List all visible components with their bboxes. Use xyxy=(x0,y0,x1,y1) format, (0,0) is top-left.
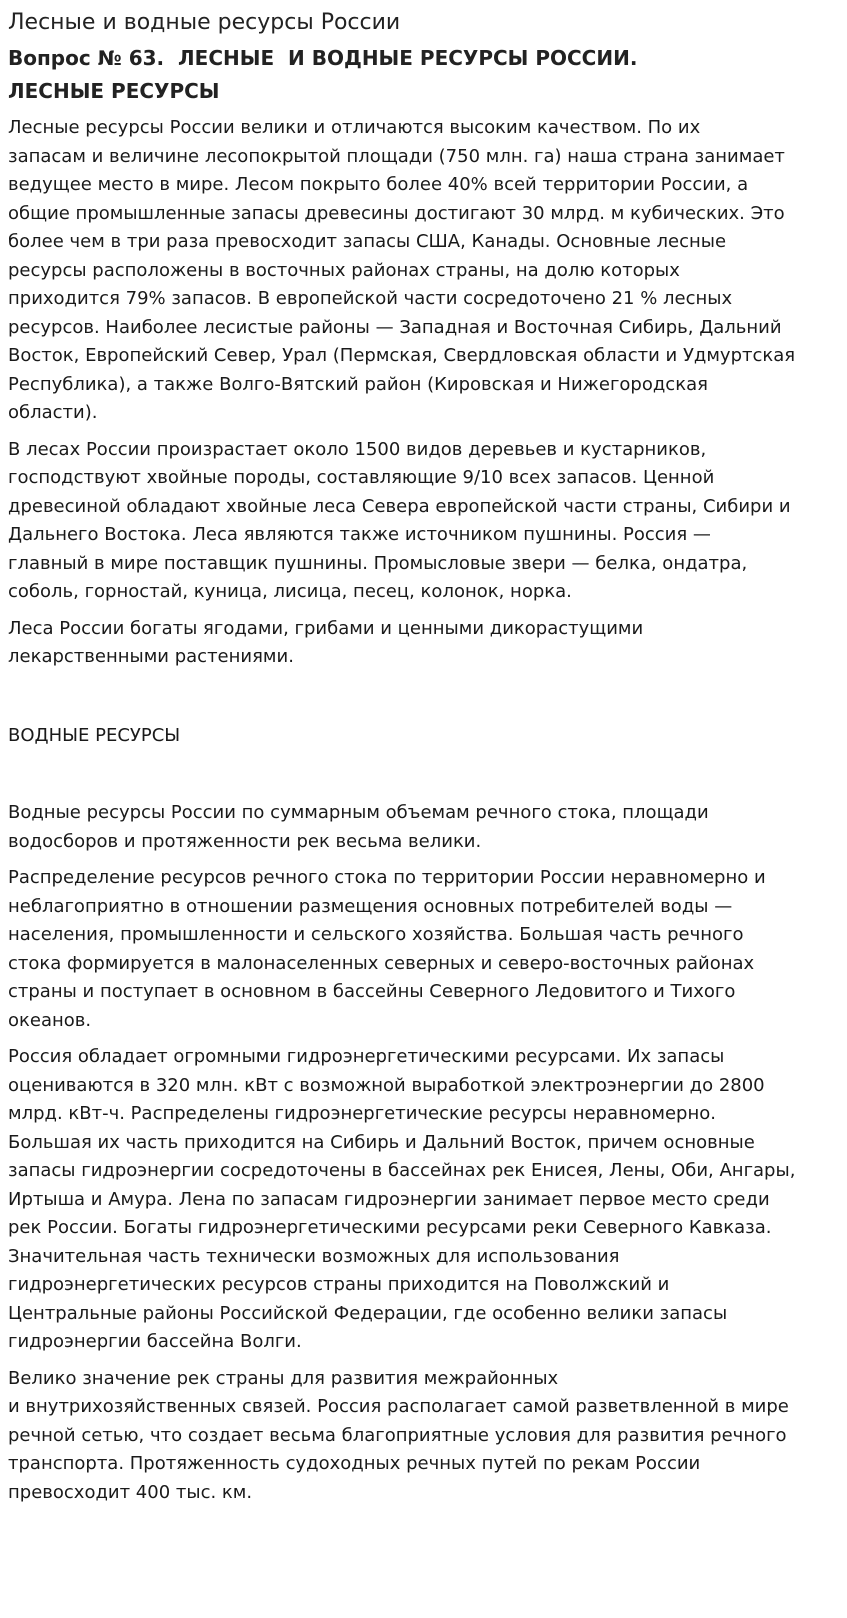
question-heading: Вопрос № 63. ЛЕСНЫЕ И ВОДНЫЕ РЕСУРСЫ РОССИИ. xyxy=(8,46,638,70)
water-paragraph-2: Распределение ресурсов речного стока по территории России неравномерно и неблагоприятно в отношении размещения основных потребителей воды — населения, промышленности и сельского хозяйства. Большая часть речного стока формируется в малонаселенных северных и северо-восточных районах страны и поступает в основном в бассейны Северного Ледовитого и Тихого океанов. xyxy=(8,867,766,1031)
water-paragraph-3: Россия обладает огромными гидроэнергетическими ресурсами. Их запасы оцениваются в 320 млн. кВт с возможной выработкой электроэнергии до 2800 млрд. кВт-ч. Распределены гидроэнергетические ресурсы неравномерно. Большая их часть приходится на Сибирь и Дальний Восток, причем основные запасы гидроэнергии сосредоточены в бассейнах рек Енисея, Лены, Оби, Ангары, Иртыша и Амура. Лена по запасам гидроэнергии занимает первое место среди рек России. Богаты гидроэнергетическими ресурсами реки Северного Кавказа. Значительная часть технически возможных для использования гидроэнергетических ресурсов страны приходится на Поволжский и Центральные районы Российской Федерации, где особенно велики запасы гидроэнергии бассейна Волги. xyxy=(8,1046,796,1352)
water-section-heading: ВОДНЫЕ РЕСУРСЫ xyxy=(8,724,181,746)
forest-paragraph-2: В лесах России произрастает около 1500 видов деревьев и кустарников, господствуют хвойные породы, составляющие 9/10 всех запасов. Ценной древесиной обладают хвойные леса Севера европейской части страны, Сибири и Дальнего Востока. Леса являются также источником пушнины. Россия — главный в мире поставщик пушнины. Промысловые звери — белка, ондатра, соболь, горностай, куница, лисица, песец, колонок, норка. xyxy=(8,438,791,602)
forest-section xyxy=(8,75,823,672)
water-paragraph-4: Велико значение рек страны для развития межрайонных и внутрихозяйственных связей. Россия располагает самой разветвленной в мире речной сетью, что создает весьма благоприятные условия для развития речного транспорта. Протяженность судоходных речных путей по рекам России превосходит 400 тыс. км. xyxy=(8,1367,789,1503)
water-section xyxy=(8,722,823,1508)
water-paragraph-1: Водные ресурсы России по суммарным объемам речного стока, площади водосборов и протяженности рек весьма велики. xyxy=(8,802,709,852)
forest-paragraph-1: Лесные ресурсы России велики и отличаются высоким качеством. По их запасам и величине лесопокрытой площади (750 млн. га) наша страна занимает ведущее место в мире. Лесом покрыто более 40% всей территории России, а общие промышленные запасы древесины достигают 30 млрд. м кубических. Это более чем в три раза превосходит запасы США, Канады. Основные лесные ресурсы расположены в восточных районах страны, на долю которых приходится 79% запасов. В европейской части сосредоточено 21 % лесных ресурсов. Наиболее лесистые районы — Западная и Восточная Сибирь, Дальний Восток, Европейский Север, Урал (Пермская, Свердловская области и Удмуртская Республика), а также Волго-Вятский район (Кировская и Нижегородская области). xyxy=(8,117,796,423)
forest-section-heading: ЛЕСНЫЕ РЕСУРСЫ xyxy=(8,79,220,103)
page-title: Лесные и водные ресурсы России xyxy=(8,10,401,35)
forest-paragraph-3: Леса России богаты ягодами, грибами и ценными дикорастущими лекарственными растениями. xyxy=(8,617,644,667)
